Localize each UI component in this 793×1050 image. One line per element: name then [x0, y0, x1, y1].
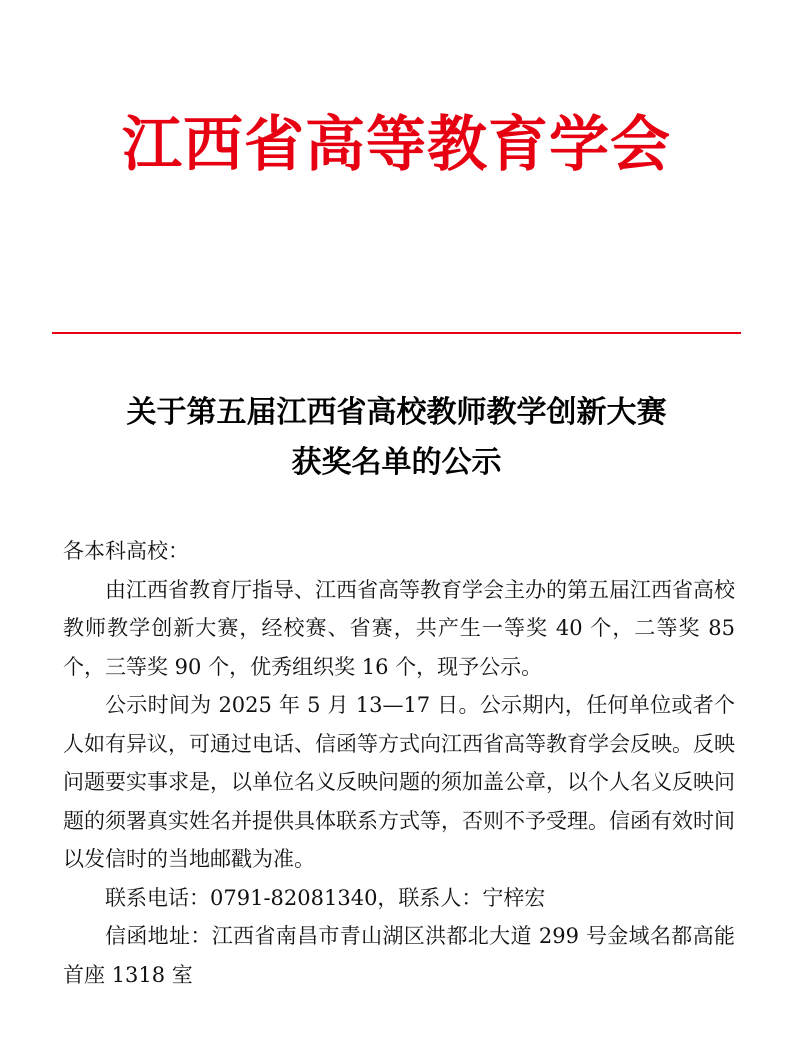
notice-title-line-1: 关于第五届江西省高校教师教学创新大赛 [126, 395, 667, 430]
paragraph-mailing-address: 信函地址：江西省南昌市青山湖区洪都北大道 299 号金域名都高能首座 1318 室 [63, 924, 735, 987]
paragraph-announcement: 由江西省教育厅指导、江西省高等教育学会主办的第五届江西省高校教师教学创新大赛，经校赛、省赛，共产生一等奖 40 个，二等奖 85 个，三等奖 90 个，优秀组织奖 16 个，现予公示。 [63, 577, 735, 679]
letterhead-red-rule [52, 332, 741, 334]
paragraph-contact-phone: 联系电话：0791-82081340，联系人：宁梓宏 [105, 885, 546, 910]
salutation: 各本科高校： [63, 539, 189, 563]
notice-body [63, 532, 735, 994]
notice-title [0, 388, 793, 488]
notice-title-line-2: 获奖名单的公示 [291, 445, 502, 480]
letterhead-org-name: 江西省高等教育学会 [122, 110, 671, 180]
paragraph-objection-period: 公示时间为 2025 年 5 月 13—17 日。公示期内，任何单位或者个人如有异议，可通过电话、信函等方式向江西省高等教育学会反映。反映问题要实事求是，以单位名义反映问题的须加盖公章，以个人名义反映问题的须署真实姓名并提供具体联系方式等，否则不予受理。信函有效时间以发信时的当地邮戳为准。 [63, 693, 735, 871]
